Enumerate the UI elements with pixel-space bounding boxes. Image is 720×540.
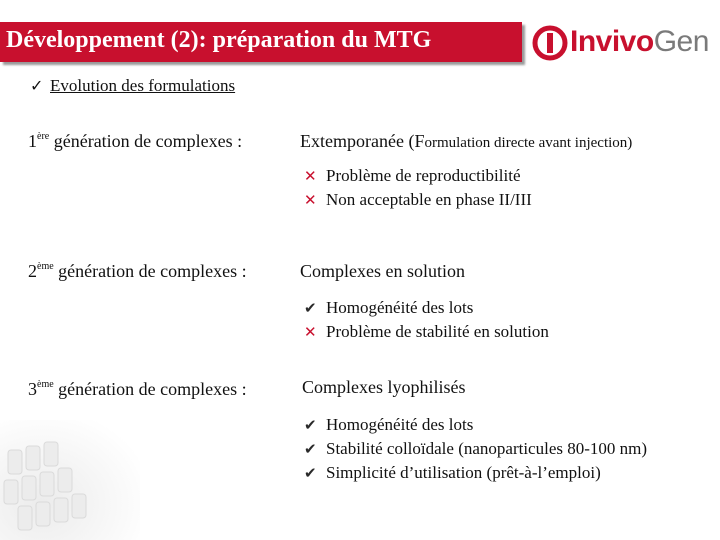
logo-mark-icon — [530, 24, 570, 62]
logo-text: InvivoGen — [570, 25, 709, 58]
lab-plate-decoration — [0, 420, 140, 540]
title-bar — [0, 22, 522, 62]
check-icon: ✔ — [304, 416, 317, 434]
cross-icon: ✕ — [304, 323, 317, 341]
generation-1-label: 1ère génération de complexes : — [28, 131, 243, 151]
generation-2-label: 2ème génération de complexes : — [28, 261, 247, 281]
generation-3-value: Complexes lyophilisés — [302, 377, 466, 397]
check-icon: ✔ — [304, 440, 317, 458]
check-icon: ✔ — [304, 299, 317, 317]
generation-2-value: Complexes en solution — [300, 261, 465, 281]
list-item: ✕ Non acceptable en phase II/III — [304, 190, 532, 209]
list-item: ✔ Stabilité colloïdale (nanoparticules 80-100 nm) — [304, 439, 648, 458]
subtitle-text: Evolution des formulations — [50, 76, 236, 95]
generation-1-value: Extemporanée (Formulation directe avant injection) — [300, 131, 633, 151]
check-icon: ✔ — [304, 464, 317, 482]
list-item: ✔ Simplicité d’utilisation (prêt-à-l’emploi) — [304, 463, 601, 482]
list-item: ✔ Homogénéité des lots — [304, 298, 474, 317]
invivogen-logo — [530, 22, 710, 64]
list-item: ✕ Problème de stabilité en solution — [304, 322, 549, 341]
list-item: ✔ Homogénéité des lots — [304, 415, 474, 434]
checkmark-icon: ✓ — [30, 76, 44, 95]
cross-icon: ✕ — [304, 191, 317, 209]
subtitle — [30, 76, 235, 96]
generation-3-label: 3ème génération de complexes : — [28, 379, 247, 399]
slide-title: Développement (2): préparation du MTG — [6, 27, 432, 53]
cross-icon: ✕ — [304, 167, 317, 185]
list-item: ✕ Problème de reproductibilité — [304, 166, 521, 185]
